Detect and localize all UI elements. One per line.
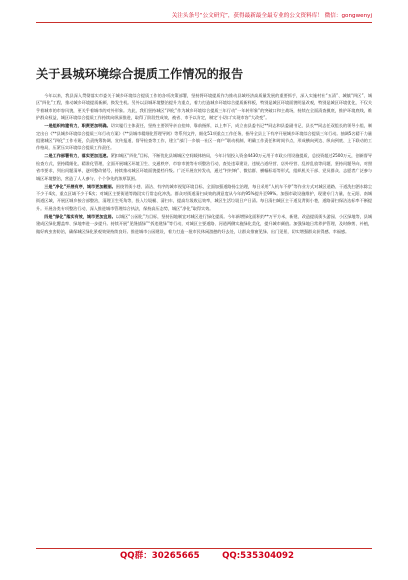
paragraph-lead: 四是“绿化”落实有效，城市更加宜居。 bbox=[44, 213, 116, 219]
qq-number: QQ:535304092 bbox=[222, 551, 294, 561]
paragraph-intro bbox=[36, 92, 372, 122]
paragraph-text: 以城区“公园化”为目标，坚持因地制宜对城区进行绿化提质。今年新增绿化面积约**万平方米，新建、改造提质街头游园、小区绿地等，县城建成区绿化覆盖率、绿地率进一步提升。持续开展“见缝插绿”“拆违建绿”等行动，对城区主要道路、河道两侧实施绿化美化，提升城市颜值。加强绿地日常养护管理，及时修剪、补植，做好病虫害防治，确保城区绿化景观效果持续良好。推进城市公园建设，着力打造一批市民休闲游憩的好去处，让群众推窗见绿、出门见景，切实增强群众获得感、幸福感。 bbox=[36, 213, 372, 234]
paragraph-text: 围绕背街小巷、清洁、有序的城市视觉环境目标，全面加强道路扬尘治理，每日采用“人机车不停”等作业方式对城区道路、干道洗扫洒水除尘不少于4次，重点区域不少于6次；对城区主要街道等路段实行常态化冲洗。群众对街道清扫成效的满意度从今年的95%提升至99%。加强市政设施维护，现建专门力量，在元阳、南城街道区域，开展区城乡接合部整治，清理卫生死角等，投入垃圾桶、清扫车，提高垃圾收运效率，城区生活垃圾日产日清。每日清扫城区主干道及背街小巷，道路清扫保洁达标率不断提升。开展各类专项整治行动，深入推进城市管理综合执法，保持高压态势，城区“净化”取得实效。 bbox=[36, 183, 372, 211]
header-divider bbox=[36, 22, 372, 23]
paragraph-lead: 一是组织构建有力，职责更加明确。 bbox=[44, 123, 111, 129]
document-body bbox=[36, 92, 372, 548]
header-banner: 关注头条号“公文研究”，获得最新最全最专业的公文资料库！ 微信：gongwenyj bbox=[171, 13, 372, 19]
paragraph-lead: 二是工作部署有力，落实更加迅速。 bbox=[44, 153, 111, 159]
paragraph-text: 今年以来，我县深入贯彻落实市委关于城乡环境综合提质工作的各项决策部署，坚持将环境提质作为推动县域经济高质量发展的重要抓手，深入实施村社“五清”、城镇“四区”、城区“四化”工程，推动城乡环境提质新颜、换发生机。另外以县城环境整治提升为重点，着力打造城乡环境综合提质新样板，特别是城区环境面貌明显改观，特别是城区环境优化，不仅关乎着城市的市容风貌，更关乎着城市的对外形象。为此，我们坚持城区“四化”作为城乡环境综合提质三年行动“一年转形象”的突破口和主战场，持续在全面清查摸底，推护环境底线，维护群众权益，城区环境综合提质工作持续向纵深推进，取得了阶段性成效，被省、市予以肯定，制定‘小切口’实现市容“大改变”。 bbox=[36, 93, 372, 121]
paragraph-text: 切实履行主体责任，坚持主要领导亲自挂帅、靠前指挥，以上率下，成立由县委书记**同志和县委副书记、县长**同志任双组长的领导小组，制定出台《**县城乡环境综合提质三年行动方案》《**县城市精细化管理导则》等系列文件，细化51项重点工作任务，指导全县上下有序开展城乡环境综合提质三年行动。抽调5名精干力量组建城区“四化”工作专班，负责统筹协调、宣传报道、督导检查等工作，建立“部门一乡镇一社区一商户”联动机制，明确工作责任和时间节点，形成横向到边、纵向到底、上下联动的工作格局，压紧压实环境综合提质工作责任。 bbox=[36, 123, 372, 151]
paragraph-deployment bbox=[36, 152, 372, 182]
paragraph-lead: 三是“净化”开展有序，城市更加靓丽。 bbox=[44, 183, 116, 189]
paragraph-purification bbox=[36, 183, 372, 213]
paragraph-organization bbox=[36, 122, 372, 152]
document-title: 关于县城环境综合提质工作情况的报告 bbox=[36, 67, 244, 81]
paragraph-greening bbox=[36, 213, 372, 235]
qq-group-number: QQ群：30265665 bbox=[120, 551, 200, 561]
footer-divider bbox=[36, 548, 372, 549]
paragraph-text: 紧扣城区“四化”目标，不断优化县城城区空间载体格局，今年计划投入资金4430万元用于市政公用设施提质，总投资超过2500万元，创新督导检查方式，坚持精细化、精准化管理，全面开展城区环境卫生、交通秩序、市容市貌等专项整治行动，查处违章建设、违规占道经营、店外经营、乱停乱放等问题，坚持问题导向，对照省市要求，列出问题清单，逐项整改销号，持续推动城区环境面貌提档升级。广泛开展宣传发动，通过“村村响”、微信群、横幅标语等形式，组织机关干部、党员群众、志愿者广泛参与城区环境整治，营造了人人参与、个个争先的浓厚氛围。 bbox=[36, 153, 372, 181]
footer-contact bbox=[36, 551, 372, 562]
